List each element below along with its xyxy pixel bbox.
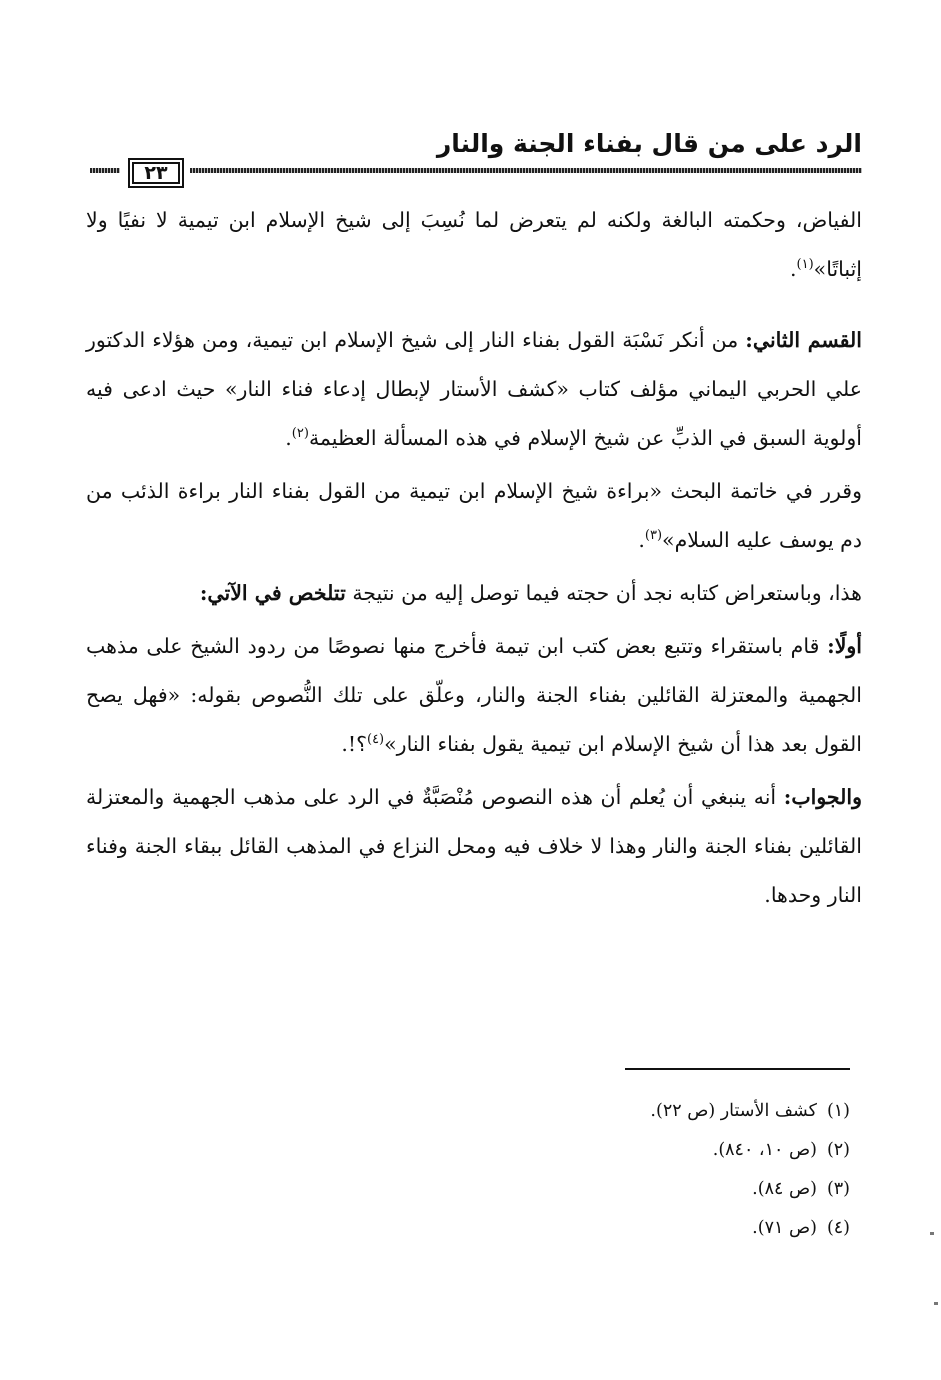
footnote-3: [400, 1170, 850, 1209]
footnote-number: (١): [826, 1101, 850, 1121]
paragraph-lead: القسم الثاني:: [745, 328, 862, 352]
footnote-ref-1[interactable]: (١): [796, 257, 814, 273]
footnote-text: (ص ١٠، ٨٤٠).: [712, 1140, 817, 1160]
footnote-4: [400, 1209, 850, 1248]
scan-speck: [934, 1302, 938, 1305]
footnote-2: [400, 1131, 850, 1170]
paragraph-text: الفياض، وحكمته البالغة ولكنه لم يتعرض لما نُسِبَ إلى شيخ الإسلام ابن تيمية لا نفيًا ولا إثباتًا»: [86, 208, 862, 281]
running-header: [90, 126, 862, 186]
header-rule-left: [90, 168, 120, 173]
paragraph-text: أنه ينبغي أن يُعلم أن هذه النصوص مُنْصَبَّةٌ في الرد على مذهب الجهمية والمعتزلة القائلين بفناء الجنة والنار وهذا لا خلاف فيه ومحل النزاع في المذهب القائل ببقاء الجنة وفناء النار وحدها.: [86, 785, 862, 907]
footnote-ref-4[interactable]: (٤): [366, 732, 385, 748]
paragraph-1: [86, 196, 862, 294]
running-title: الرد على من قال بفناء الجنة والنار: [436, 129, 862, 158]
paragraph-end: .: [285, 426, 292, 450]
footnote-number: (٢): [826, 1140, 850, 1160]
paragraph-6: [86, 773, 862, 920]
body-text: [86, 196, 862, 924]
paragraph-end: ؟!.: [341, 732, 367, 756]
footnote-separator: [625, 1068, 850, 1070]
footnote-ref-3[interactable]: (٣): [644, 528, 663, 544]
paragraph-bold: تتلخص في الآتي:: [199, 581, 346, 605]
paragraph-3: [86, 467, 862, 565]
paragraph-end: .: [638, 528, 645, 552]
paragraph-text: من أنكر نَسْبَة القول بفناء النار إلى شيخ الإسلام ابن تيمية، ومن هؤلاء الدكتور علي الحربي اليماني مؤلف كتاب «كشف الأستار لإبطال إدعاء فناء النار» حيث ادعى فيه أولوية السبق في الذبِّ عن شيخ الإسلام في هذه المسألة العظيمة: [86, 328, 862, 450]
header-rule: [190, 168, 862, 173]
footnote-text: كشف الأستار (ص ٢٢).: [650, 1101, 817, 1121]
scan-speck: [930, 1232, 934, 1235]
footnote-text: (ص ٨٤).: [752, 1179, 817, 1199]
paragraph-lead: أولًا:: [827, 634, 862, 658]
paragraph-4: [86, 569, 862, 618]
paragraph-text: وقرر في خاتمة البحث «براءة شيخ الإسلام ابن تيمية من القول بفناء النار براءة الذئب من دم يوسف عليه السلام»: [86, 479, 862, 552]
paragraph-5: [86, 622, 862, 769]
footnote-ref-2[interactable]: (٢): [291, 426, 309, 442]
paragraph-end: .: [790, 257, 797, 281]
page-number: ٢٣: [128, 158, 184, 188]
footnotes: [400, 1092, 850, 1248]
footnote-text: (ص ٧١).: [752, 1218, 817, 1238]
paragraph-text: قام باستقراء وتتبع بعض كتب ابن تيمة فأخرج منها نصوصًا من ردود الشيخ على مذهب الجهمية والمعتزلة القائلين بفناء الجنة والنار، وعلّق على تلك النُّصوص بقوله: «فهل يصح القول بعد هذا أن شيخ الإسلام ابن تيمية يقول بفناء النار»: [86, 634, 862, 756]
paragraph-2: [86, 316, 862, 463]
paragraph-lead: والجواب:: [783, 785, 862, 809]
footnote-number: (٣): [826, 1179, 850, 1199]
footnote-1: [400, 1092, 850, 1131]
paragraph-text: هذا، وباستعراض كتابه نجد أن حجته فيما توصل إليه من نتيجة: [345, 581, 862, 605]
footnote-number: (٤): [826, 1218, 850, 1238]
